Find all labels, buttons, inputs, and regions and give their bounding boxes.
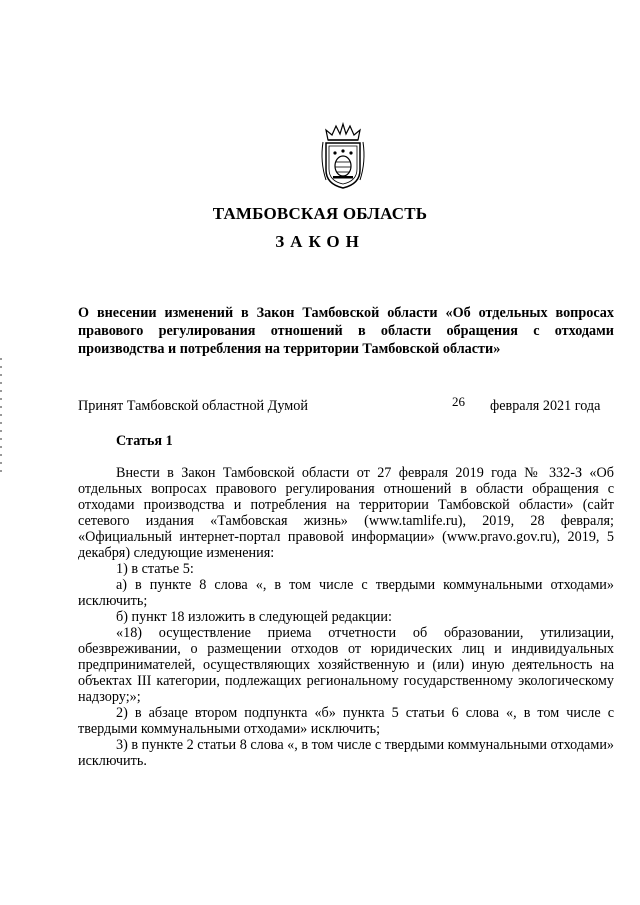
- adopted-by-label: Принят Тамбовской областной Думой: [78, 398, 308, 414]
- adopted-day: 26: [452, 394, 465, 409]
- article-heading: Статья 1: [116, 433, 173, 449]
- article-body: [78, 465, 614, 769]
- adopted-month-year: февраля 2021 года: [490, 398, 601, 414]
- paragraph: Внести в Закон Тамбовской области от 27 февраля 2019 года № 332-З «Об отдельных вопросах правового регулирования отношений в области обращения с отходами производства и потребления на территории Тамбовской области» (сайт сетевого издания «Тамбовская жизнь» (www.tamlife.ru), 2019, 28 февраля; «Официальный интернет-портал правовой информации» (www.pravo.gov.ru), 2019, 5 декабря) следующие изменения:: [78, 465, 614, 561]
- law-title: О внесении изменений в Закон Тамбовской области «Об отдельных вопросах правового регулирования отношений в области обращения с отходами производства и потребления на территории Тамбовской области»: [78, 305, 614, 357]
- margin-mark: [0, 358, 2, 478]
- document-type-heading: ЗАКОН: [275, 232, 365, 251]
- paragraph: 1) в статье 5:: [116, 561, 194, 577]
- paragraph: 2) в абзаце втором подпункта «б» пункта 5 статьи 6 слова «, в том числе с твердыми коммунальными отходами» исключить;: [78, 705, 614, 737]
- region-heading: ТАМБОВСКАЯ ОБЛАСТЬ: [212, 204, 428, 223]
- paragraph: 3) в пункте 2 статьи 8 слова «, в том числе с твердыми коммунальными отходами» исключить.: [78, 737, 615, 769]
- paragraph: а) в пункте 8 слова «, в том числе с твердыми коммунальными отходами» исключить;: [78, 577, 614, 609]
- paragraph: б) пункт 18 изложить в следующей редакции:: [116, 609, 392, 625]
- tambov-coat-of-arms-icon: [318, 122, 368, 190]
- paragraph: «18) осуществление приема отчетности об образовании, утилизации, обезвреживании, о размещении отходов от юридических лиц и индивидуальных предпринимателей, осуществляющих хозяйственную и (или) иную деятельность на объектах III категории, подлежащих региональному государственному экологическому надзору;»;: [78, 625, 614, 705]
